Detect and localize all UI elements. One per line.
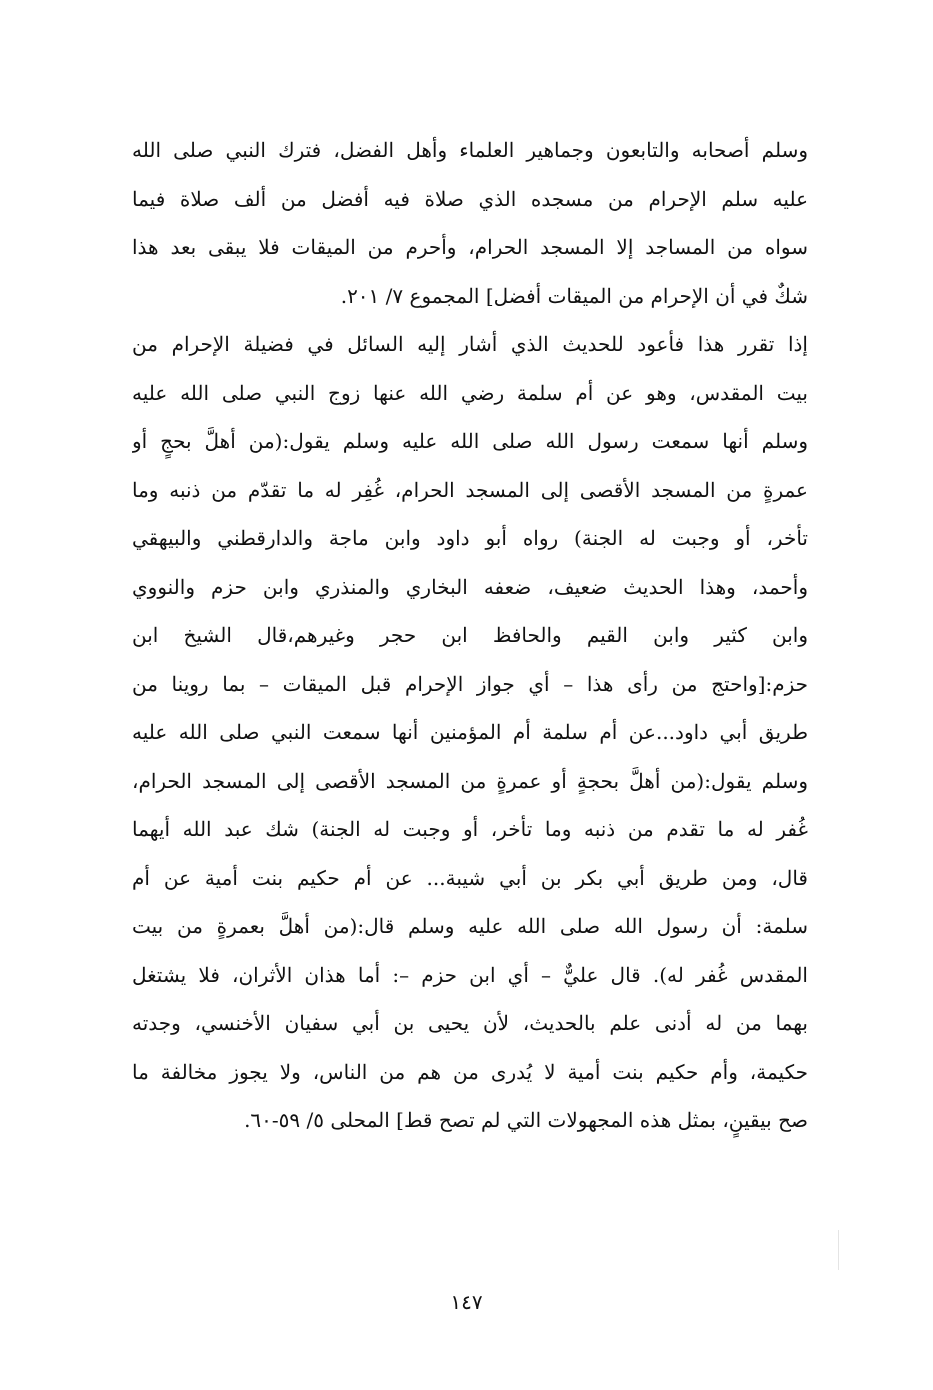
- page-number: ١٤٧: [450, 1290, 483, 1314]
- text-line-17: سلمة: أن رسول الله صلى الله عليه وسلم قال:(من أهلَّ بعمرةٍ من بيت: [132, 914, 808, 938]
- scan-edge-mark: [838, 1230, 839, 1270]
- text-line-12: حزم:[واحتج من رأى هذا – أي جواز الإحرام قبل الميقات – بما روينا من: [132, 671, 808, 696]
- text-line-20: حكيمة، وأم حكيم بنت أمية لا يُدرى من هم من الناس، ولا يجوز مخالفة ما: [132, 1059, 808, 1084]
- text-line-13: طريق أبي داود...عن أم سلمة أم المؤمنين أنها سمعت النبي صلى الله عليه: [132, 720, 808, 744]
- body-text: [132, 126, 808, 1145]
- text-line-15: غُفر له ما تقدم من ذنبه وما تأخر، أو وجبت له الجنة) شك عبد الله أيهما: [132, 817, 808, 841]
- text-line-4: شكٌ في أن الإحرام من الميقات أفضل] المجموع ٧/ ٢٠١.: [340, 283, 808, 308]
- text-line-3: سواه من المساجد إلا المسجد الحرام، وأحرم من الميقات فلا يبقى بعد هذا: [132, 235, 808, 259]
- text-line-9: تأخر، أو وجبت له الجنة) رواه أبو داود وابن ماجة والدارقطني والبيهقي: [132, 526, 808, 550]
- text-line-10: وأحمد، وهذا الحديث ضعيف، ضعفه البخاري والمنذري وابن حزم والنووي: [132, 574, 808, 599]
- text-line-7: وسلم أنها سمعت رسول الله صلى الله عليه وسلم يقول:(من أهلَّ بحجٍ أو: [132, 429, 808, 453]
- text-line-8: عمرةٍ من المسجد الأقصى إلى المسجد الحرام، غُفِر له ما تقدّم من ذنبه وما: [132, 477, 808, 502]
- text-line-11: وابن كثير وابن القيم والحافظ ابن حجر وغيرهم،قال الشيخ ابن: [132, 623, 808, 647]
- text-line-19: بهما من له أدنى علم بالحديث، لأن يحيى بن أبي سفيان الأخنسي، وجدته: [132, 1011, 808, 1035]
- text-line-18: المقدس غُفر له). قال عليٌّ – أي ابن حزم –: أما هذان الأثران، فلا يشتغل: [132, 962, 808, 987]
- text-line-2: عليه سلم الإحرام من مسجده الذي صلاة فيه أفضل من ألف صلاة فيما: [132, 186, 808, 211]
- text-line-1: وسلم أصحابه والتابعون وجماهير العلماء وأهل الفضل، فترك النبي صلى الله: [132, 138, 808, 162]
- text-line-16: قال، ومن طريق أبي بكر بن أبي شيبة... عن أم حكيم بنت أمية عن أم: [132, 865, 808, 890]
- text-line-14: وسلم يقول:(من أهلَّ بحجةٍ أو عمرةٍ من المسجد الأقصى إلى المسجد الحرام،: [132, 768, 808, 793]
- text-line-6: بيت المقدس، وهو عن أم سلمة رضي الله عنها زوج النبي صلى الله عليه: [132, 380, 808, 405]
- text-line-5: إذا تقرر هذا فأعود للحديث الذي أشار إليه السائل في فضيلة الإحرام من: [132, 332, 808, 356]
- text-line-21: صح بيقينٍ، بمثل هذه المجهولات التي لم تصح قط] المحلى ٥/ ٥٩-٦٠.: [244, 1108, 808, 1132]
